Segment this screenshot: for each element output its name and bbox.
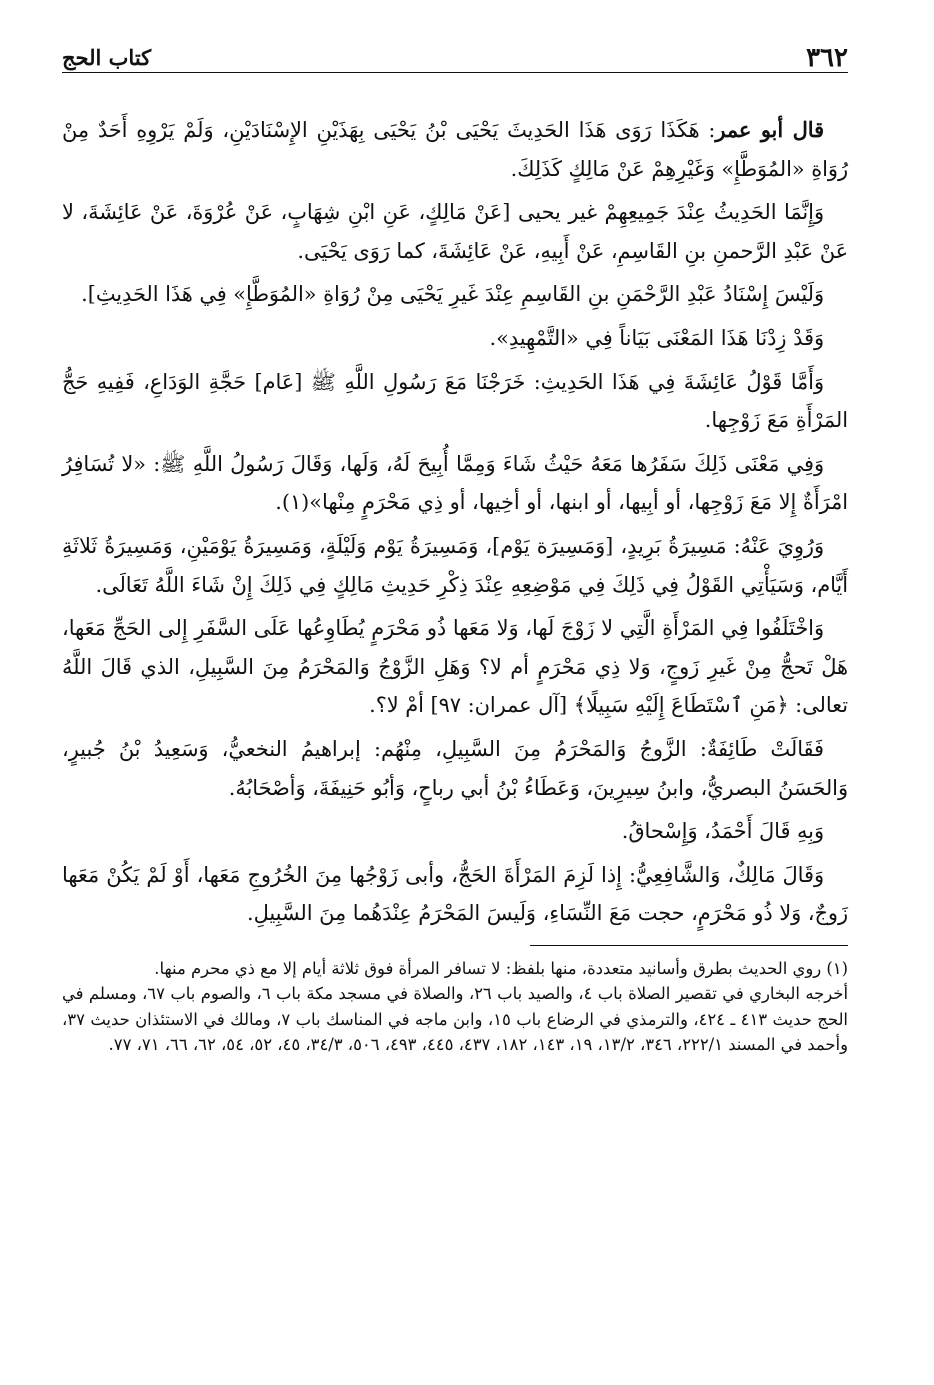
paragraph — [62, 111, 848, 188]
paragraph — [62, 730, 848, 807]
paragraph-text: : هَكَذَا رَوَى هَذَا الحَدِيثَ يَحْيَى بْنُ يَحْيَى بِهَذَيْنِ الإِسْنَادَيْنِ، وَلَمْ يَرْوِهِ أَحَدٌ مِنْ رُوَاةِ «المُوَطَّإِ» وَغَيْرِهِمْ عَنْ مَالِكٍ كَذَلِكَ. — [62, 118, 848, 181]
footnotes — [62, 956, 848, 1058]
paragraph-text: وَفِي مَعْنَى ذَلِكَ سَفَرُها مَعَهُ حَيْثُ شَاءَ وَمِمَّا أُبِيحَ لَهُ، وَلَها، وَقَالَ رَسُولُ اللَّهِ ﷺ: «لا تُسَافِرُ امْرَأَةٌ إِلا مَعَ زَوْجِها، أو أبِيها، أو ابنها، أو أخِيها، أو ذِي مَحْرَمٍ مِنْها»(١). — [62, 451, 848, 515]
paragraph — [62, 193, 848, 270]
page-number: ٣٦٢ — [806, 43, 848, 73]
book-page — [62, 40, 848, 1058]
running-header — [62, 40, 848, 73]
body-text — [62, 111, 848, 933]
paragraph — [62, 856, 848, 933]
footnote: (١) روي الحديث بطرق وأسانيد متعددة، منها بلفظ: لا تسافر المرأة فوق ثلاثة أيام إلا مع ذي محرم منها. — [154, 958, 848, 978]
paragraph-text: وَأَمَّا قَوْلُ عَائِشَةَ فِي هَذَا الحَدِيثِ: خَرَجْنَا مَعَ رَسُولِ اللَّهِ ﷺ [عَام] حَجَّةِ الوَدَاعِ، فَفِيهِ حَجُّ المَرْأَةِ مَعَ زَوْجِها. — [62, 369, 848, 433]
book-title: كتاب الحج — [62, 45, 152, 70]
paragraph — [62, 812, 848, 851]
paragraph-text: وَبِهِ قَالَ أَحْمَدُ، وَإِسْحاقُ. — [621, 819, 824, 844]
paragraph-text: فَقَالَتْ طَائِفَةٌ: الزَّوجُ وَالمَحْرَمُ مِنَ السَّبِيلِ، مِنْهُم: إبراهيمُ النخعيُّ، وَسَعِيدُ بْنُ جُبيرٍ، وَالحَسَنُ البصريُّ، وابنُ سِيرِينَ، وَعَطَاءُ بْنُ أبي رباحٍ، وَأبُو حَنِيفَةَ، وَأصْحَابُهُ. — [62, 736, 848, 800]
paragraph-text: وَرُوِيَ عَنْهُ: مَسِيرَةُ بَرِيدٍ، [وَمَسِيرَة يَوْم]، وَمَسِيرَةُ يَوْم وَلَيْلَةٍ، وَمَسِيرَةُ يَوْمَيْنِ، وَمَسِيرَةُ ثَلاثَةِ أَيَّام، وَسَيَأْتِي القَوْلُ فِي ذَلِكَ فِي مَوْضِعِهِ عِنْدَ ذِكْرِ حَدِيثِ مَالِكٍ فِي ذَلِكَ إِنْ شَاءَ اللَّهُ تَعَالَى. — [62, 533, 848, 597]
paragraph — [62, 527, 848, 604]
paragraph — [62, 319, 848, 358]
paragraph-text: وَإِنَّمَا الحَدِيثُ عِنْدَ جَمِيعِهِمْ غير يحيى [عَنْ مَالِكٍ، عَنِ ابْنِ شِهَابٍ، عَنْ عُرْوَةَ، عَنْ عَائِشَةَ، لا عَنْ عَبْدِ الرَّحمنِ بنِ القَاسِمِ، عَنْ أَبِيهِ، عَنْ عَائِشَةَ، كما رَوَى يَحْيَى. — [62, 200, 848, 263]
paragraph-text: وَقَدْ زِدْنَا هَذَا المَعْنَى بَيَاناً فِي «التَّمْهِيدِ». — [489, 325, 824, 350]
paragraph — [62, 609, 848, 725]
paragraph-text: وَلَيْسَ إِسْنَادُ عَبْدِ الرَّحْمَنِ بنِ القَاسِمِ عِنْدَ غَيرِ يَحْيَى مِنْ رُوَاةِ «المُوَطَّإِ» فِي هَذَا الحَدِيثِ]. — [81, 282, 824, 307]
footnote: أخرجه البخاري في تقصير الصلاة باب ٤، والصيد باب ٢٦، والصلاة في مسجد مكة باب ٦، والصوم باب ٦٧، ومسلم في الحج حديث ٤١٣ ـ ٤٢٤، والترمذي في الرضاع باب ١٥، وابن ماجه في المناسك باب ٧، ومالك في الاستئذان حديث ٣٧، وأحمد في المسند ٢٢٢/١، ٣٤٦، ١٣/٢، ١٩، ١٤٣، ١٨٢، ٤٣٧، ٤٤٥، ٤٩٣، ٥٠٦، ٣٤/٣، ٤٥، ٥٢، ٥٤، ٦٢، ٦٦، ٧١، ٧٧. — [62, 984, 848, 1055]
paragraph — [62, 363, 848, 440]
paragraph — [62, 445, 848, 522]
paragraph-text: وَاخْتَلَفُوا فِي المَرْأَةِ الَّتِي لا زَوْجَ لَها، وَلا مَعَها ذُو مَحْرَمٍ يُطَاوِعُها عَلَى السَّفَرِ إِلى الحَجِّ مَعَها، هَلْ تَحجُّ مِنْ غَيرِ زَوجٍ، وَلا ذِي مَحْرَمٍ أم لا؟ وَهَلِ الزَّوْجُ وَالمَحْرَمُ مِنَ السَّبِيلِ، الذي قَالَ اللَّهُ تعالى: ﴿مَنِ ٱسْتَطَاعَ إِلَيْهِ سَبِيلًا﴾ [آل عمران: ٩٧] أمْ لا؟. — [62, 616, 848, 718]
paragraph — [62, 275, 848, 314]
footnote-divider — [530, 945, 848, 946]
speaker-label: قال أبو عمر — [715, 117, 825, 142]
paragraph-text: وَقَالَ مَالِكٌ، وَالشَّافِعِيُّ: إِذا لَزِمَ المَرْأَةَ الحَجُّ، وأبى زَوْجُها مِنَ الخُرُوجِ مَعَها، أَوْ لَمْ يَكُنْ مَعَها زَوجٌ، وَلا ذُو مَحْرَمٍ، حجت مَعَ النِّسَاءِ، وَلَيسَ المَحْرَمُ عِنْدَهُما مِنَ السَّبِيلِ. — [62, 862, 848, 926]
